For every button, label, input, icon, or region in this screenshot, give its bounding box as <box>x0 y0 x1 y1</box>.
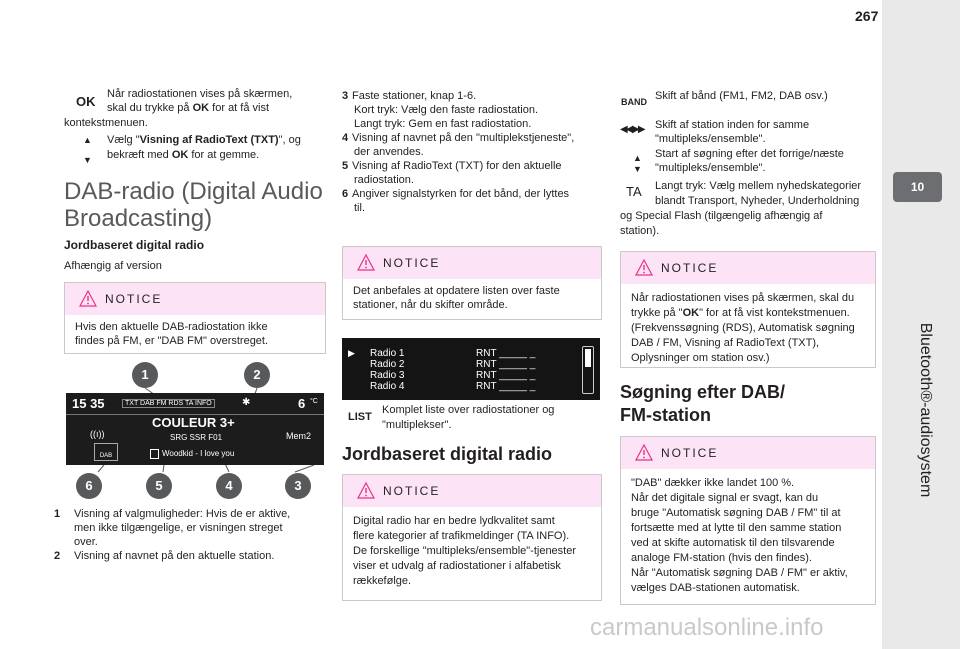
legend-left: 1 Visning af valgmuligheder: Hvis de er aktive, men ikke tilgængelige, er visningen streget over. 2 Visning af navnet på den aktuelle station. <box>54 508 291 562</box>
ta-text-line2: blandt Transport, Nyheder, Underholdning <box>655 195 860 207</box>
list-text-line1: Komplet liste over radiostationer og <box>382 404 555 416</box>
dab-signal-indicator: DAB <box>94 443 118 461</box>
seek-left-right-icon: ◀◀ ▶▶ <box>620 124 644 135</box>
chapter-title: Bluetooth®-audiosystem <box>917 322 934 498</box>
signal-icon: ((ı)) <box>90 429 105 439</box>
bluetooth-icon: ✱ <box>242 397 251 408</box>
list-text-line2: "multiplekser". <box>382 419 452 431</box>
notice-line: viser et udvalg af radiostationer i alfabetisk <box>353 560 561 572</box>
callout-5: 5 <box>146 473 172 499</box>
notice-label: NOTICE <box>105 292 163 306</box>
section-title: DAB-radio (Digital Audio Broadcasting) <box>64 178 323 232</box>
rnt-list: RNT _____ _ RNT _____ _ RNT _____ _ RNT _____ _ <box>476 348 536 392</box>
display-temperature: 6 <box>298 396 306 411</box>
notice-line: (Frekvenssøgning (RDS), Automatisk søgning <box>631 322 855 334</box>
notice-line: "DAB" dækker ikke landet 100 %. <box>631 477 795 489</box>
list-key-icon: LIST <box>348 411 372 423</box>
band-key-icon: BAND <box>621 97 647 107</box>
radio-display <box>66 393 324 465</box>
scrollbar-thumb[interactable] <box>585 349 591 367</box>
display-memory: Mem2 <box>286 431 312 441</box>
notice-line: De forskellige "multipleks/ensemble"-tjenester <box>353 545 577 557</box>
notice-line: analoge FM-station (hvis den findes). <box>631 552 812 564</box>
notice-line: Digital radio har en bedre lydkvalitet samt <box>353 515 555 527</box>
notice-box-left <box>64 282 326 354</box>
list-scrollbar[interactable] <box>582 346 594 394</box>
notice-line: trykke på "OK" for at få vist kontekstmenuen. <box>631 307 850 319</box>
display-station-name: COULEUR 3+ <box>152 415 235 430</box>
version-note: Afhængig af version <box>64 260 162 272</box>
notice-label: NOTICE <box>383 256 441 270</box>
ta-text-line1: Langt tryk: Vælg mellem nyhedskategorier <box>655 180 862 192</box>
notice-box-middle-2 <box>342 474 602 601</box>
notice-line: rækkefølge. <box>353 575 412 587</box>
notice-box-right-2 <box>620 436 876 605</box>
footer-watermark[interactable]: carmanualsonline.info <box>590 614 824 641</box>
callout-4: 4 <box>216 473 242 499</box>
search-text-line1: Start af søgning efter det forrige/næste <box>655 148 844 160</box>
display-option-tags: TXT DAB FM RDS TA INFO <box>122 399 215 408</box>
ta-text-line3: og Special Flash (tilgængelig afhængig af <box>620 210 823 222</box>
notice-line: vælges DAB-stationen automatisk. <box>631 582 800 594</box>
callout-3: 3 <box>285 473 311 499</box>
warning-icon <box>79 290 97 307</box>
display-radiotext: Woodkid - I love you <box>162 449 235 458</box>
notice-box-right-1 <box>620 251 876 368</box>
station-list-display <box>342 338 600 400</box>
radiotext-icon <box>150 449 159 459</box>
callout-6: 6 <box>76 473 102 499</box>
display-ensemble: SRG SSR F01 <box>170 433 223 442</box>
notice-line: ved at skifte automatisk til den tilsvarende <box>631 537 835 549</box>
warning-icon <box>635 444 653 461</box>
notice-line: Når radiostationen vises på skærmen, skal du <box>631 292 855 304</box>
temperature-unit: °C <box>310 398 318 405</box>
radio-list: Radio 1 Radio 2 Radio 3 Radio 4 <box>370 348 405 392</box>
ta-text-line4: station). <box>620 225 660 237</box>
subheading-terrestrial: Jordbaseret digital radio <box>64 238 205 252</box>
notice-line: Når "Automatisk søgning DAB / FM" er aktiv, <box>631 567 848 579</box>
ok-text-line3: kontekstmenuen. <box>64 117 148 129</box>
notice-line: Når det digitale signal er svagt, kan du <box>631 492 819 504</box>
warning-icon <box>357 254 375 271</box>
ok-key-icon: OK <box>76 94 96 109</box>
notice-line: bruge "Automatisk søgning DAB / FM" til at <box>631 507 841 519</box>
page-number: 267 <box>855 8 879 24</box>
band-text: Skift af bånd (FM1, FM2, DAB osv.) <box>655 90 828 102</box>
display-time: 15 35 <box>72 396 105 411</box>
notice-line: Oplysninger om station osv.) <box>631 352 770 364</box>
heading-terrestrial-middle: Jordbaseret digital radio <box>342 444 553 464</box>
notice-box-middle-1 <box>342 246 602 320</box>
notice-label: NOTICE <box>661 446 719 460</box>
callout-1: 1 <box>132 362 158 388</box>
ok-text-line2: skal du trykke på OK for at få vist <box>107 102 270 114</box>
up-down-arrows-icon: ▲ ▼ <box>83 135 92 165</box>
selection-arrow-icon: ▶ <box>348 348 355 358</box>
notice-line: flere kategorier af trafikmeldinger (TA INFO). <box>353 530 570 542</box>
warning-icon <box>635 259 653 276</box>
notice-line: stationer, når du skifter område. <box>353 299 508 311</box>
arrows-text-line2: bekræft med OK for at gemme. <box>107 149 260 161</box>
arrows-text-line1: Vælg "Visning af RadioText (TXT)", og <box>107 134 301 146</box>
notice-label: NOTICE <box>383 484 441 498</box>
notice-line: Det anbefales at opdatere listen over faste <box>353 285 560 297</box>
heading-dab-fm-search: Søgning efter DAB/ FM-station <box>620 382 785 425</box>
seek-text-line2: "multipleks/ensemble". <box>655 133 766 145</box>
legend-middle: 3 Faste stationer, knap 1-6. Kort tryk: Vælg den faste radiostation. Langt tryk: Gem en fast radiostation. 4 Visning af navnet på den "multiplekstjeneste", der anvendes. 5 Visning af RadioText (TXT) for den aktuelle radiostation. 6 Angiver signalstyrken for det bånd, der lyttes til. <box>342 90 575 214</box>
notice-line: findes på FM, er "DAB FM" overstreget. <box>75 335 269 347</box>
warning-icon <box>357 482 375 499</box>
up-down-arrows-icon: ▲ ▼ <box>633 153 642 174</box>
ta-key-icon: TA <box>626 184 642 199</box>
notice-line: Hvis den aktuelle DAB-radiostation ikke <box>75 321 268 333</box>
search-text-line2: "multipleks/ensemble". <box>655 162 766 174</box>
seek-text-line1: Skift af station inden for samme <box>655 119 810 131</box>
ok-text-line1: Når radiostationen vises på skærmen, <box>107 88 293 100</box>
chapter-number[interactable]: 10 <box>893 172 942 202</box>
notice-label: NOTICE <box>661 261 719 275</box>
notice-line: fortsætte med at lytte til den samme station <box>631 522 842 534</box>
notice-line: DAB / FM, Visning af RadioText (TXT), <box>631 337 820 349</box>
callout-2: 2 <box>244 362 270 388</box>
